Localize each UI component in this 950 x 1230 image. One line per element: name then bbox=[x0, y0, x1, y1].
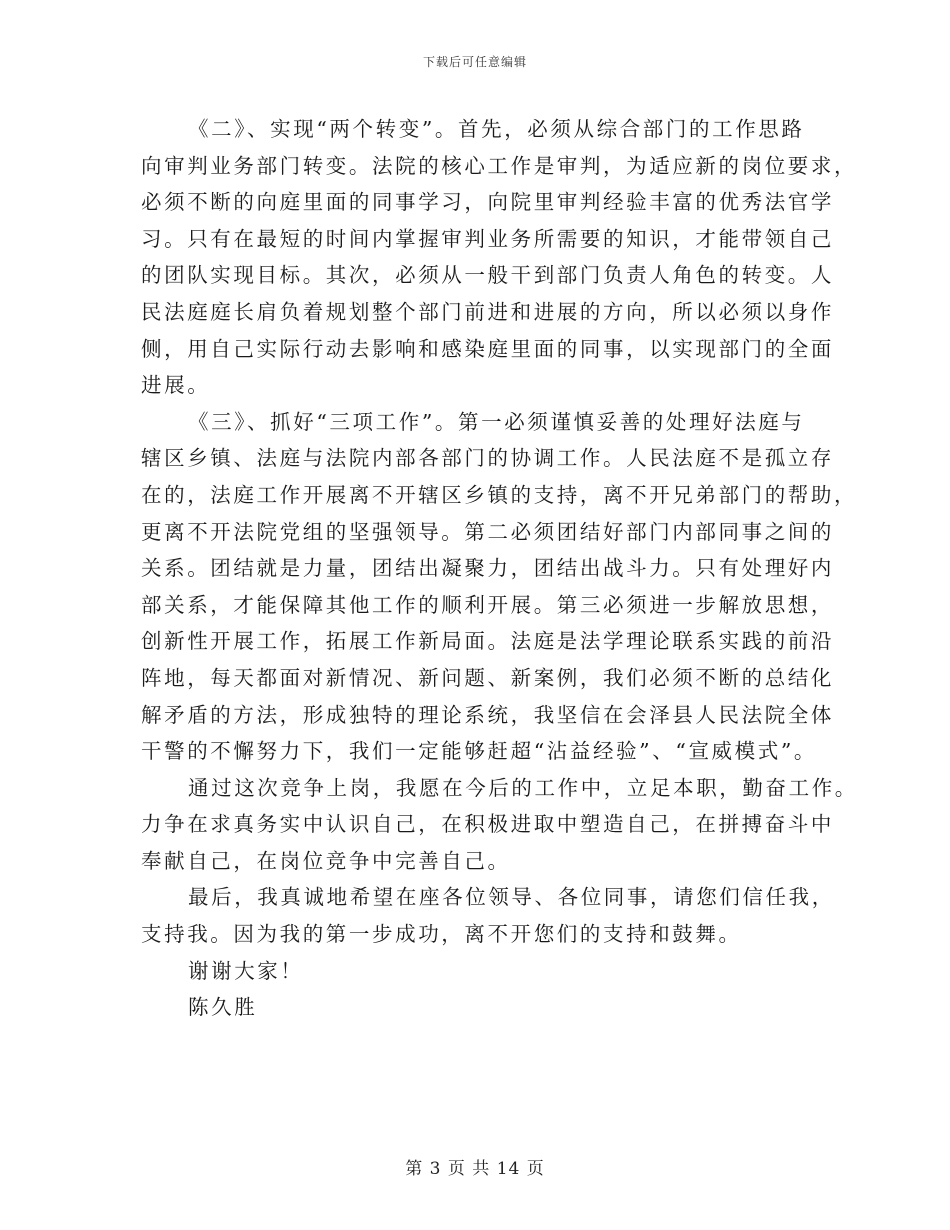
text-line: 部关系，才能保障其他工作的顺利开展。第三必须进一步解放思想， bbox=[141, 592, 834, 617]
text-line: 习。只有在最短的时间内掌握审判业务所需要的知识，才能带领自己 bbox=[141, 226, 834, 251]
text-line: 解矛盾的方法，形成独特的理论系统，我坚信在会泽县人民法院全体 bbox=[141, 702, 834, 727]
text-line: 《三》、抓好“三项工作”。第一必须谨慎妥善的处理好法庭与 bbox=[188, 409, 805, 434]
page-number-label: 第 3 页 共 14 页 bbox=[405, 1159, 545, 1179]
text-line: 通过这次竞争上岗，我愿在今后的工作中，立足本职，勤奋工作。 bbox=[188, 775, 858, 800]
text-line: 干警的不懈努力下，我们一定能够赶超“沾益经验”、“宣威模式”。 bbox=[141, 739, 818, 764]
text-line: 《二》、实现“两个转变”。首先，必须从综合部门的工作思路 bbox=[188, 117, 805, 141]
text-line: 最后，我真诚地希望在座各位领导、各位同事，请您们信任我， bbox=[188, 885, 835, 910]
text-line: 创新性开展工作，拓展工作新局面。法庭是法学理论联系实践的前沿 bbox=[141, 629, 834, 654]
text-line: 民法庭庭长肩负着规划整个部门前进和进展的方向，所以必须以身作 bbox=[141, 299, 834, 324]
page-number bbox=[0, 1154, 950, 1179]
text-line: 阵地，每天都面对新情况、新问题、新案例，我们必须不断的总结化 bbox=[141, 665, 834, 690]
text-line: 辖区乡镇、法庭与法院内部各部门的协调工作。人民法庭不是孤立存 bbox=[141, 446, 834, 471]
text-line: 关系。团结就是力量，团结出凝聚力，团结出战斗力。只有处理好内 bbox=[141, 556, 834, 581]
text-line: 进展。 bbox=[141, 373, 211, 398]
author-signature: 陈久胜 bbox=[188, 995, 258, 1020]
text-line: 更离不开法院党组的坚强领导。第二必须团结好部门内部同事之间的 bbox=[141, 519, 834, 544]
text-line: 的团队实现目标。其次，必须从一般干到部门负责人角色的转变。人 bbox=[141, 263, 834, 288]
text-line: 在的，法庭工作开展离不开辖区乡镇的支持，离不开兄弟部门的帮助， bbox=[141, 482, 858, 507]
text-line: 支持我。因为我的第一步成功，离不开您们的支持和鼓舞。 bbox=[141, 922, 742, 947]
text-line: 侧，用自己实际行动去影响和感染庭里面的同事，以实现部门的全面 bbox=[141, 336, 834, 361]
document-body bbox=[141, 111, 858, 1026]
text-line: 奉献自己，在岗位竞争中完善自己。 bbox=[141, 848, 511, 873]
text-line: 力争在求真务实中认识自己，在积极进取中塑造自己，在拼搏奋斗中 bbox=[141, 812, 834, 837]
text-line: 向审判业务部门转变。法院的核心工作是审判，为适应新的岗位要求， bbox=[141, 153, 858, 178]
text-line: 必须不断的向庭里面的同事学习，向院里审判经验丰富的优秀法官学 bbox=[141, 190, 834, 215]
page-header-note: 下载后可任意编辑 bbox=[422, 55, 527, 69]
closing-thanks: 谢谢大家！ bbox=[188, 958, 304, 983]
